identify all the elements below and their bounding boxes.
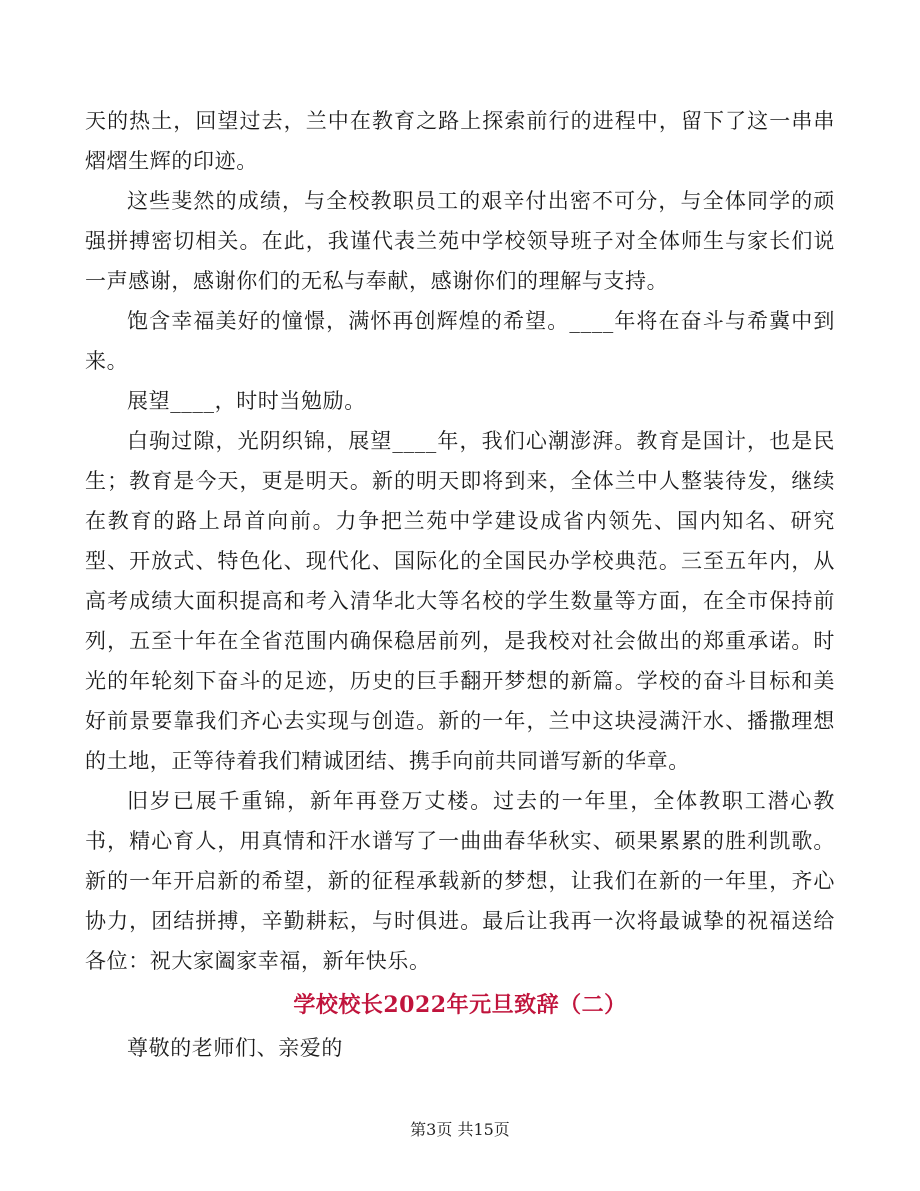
paragraph-2: 这些斐然的成绩，与全校教职员工的艰辛付出密不可分，与全体同学的顽强拼搏密切相关。在此，我谨代表兰苑中学校领导班子对全体师生与家长们说一声感谢，感谢你们的无私与奉献，感谢你们的理解与支持。 xyxy=(85,189,835,293)
page-number-footer: 第3页 共15页 xyxy=(410,1120,510,1139)
paragraph-1: 天的热土，回望过去，兰中在教育之路上探索前行的进程中，留下了这一串串熠熠生辉的印迹。 xyxy=(85,109,835,173)
paragraph-4: 展望____，时时当勉励。 xyxy=(127,389,366,413)
paragraph-6: 旧岁已展千重锦，新年再登万丈楼。过去的一年里，全体教职工潜心教书，精心育人，用真情和汗水谱写了一曲曲春华秋实、硕果累累的胜利凯歌。新的一年开启新的希望，新的征程承载新的梦想，让我们在新的一年里，齐心协力，团结拼搏，辛勤耕耘，与时俱进。最后让我再一次将最诚挚的祝福送给各位：祝大家阖家幸福，新年快乐。 xyxy=(85,789,835,973)
paragraph-3: 饱含幸福美好的憧憬，满怀再创辉煌的希望。____年将在奋斗与希冀中到来。 xyxy=(85,309,835,373)
paragraph-5: 白驹过隙，光阴织锦，展望____年，我们心潮澎湃。教育是国计，也是民生；教育是今天，更是明天。新的明天即将到来，全体兰中人整装待发，继续在教育的路上昂首向前。力争把兰苑中学建设成省内领先、国内知名、研究型、开放式、特色化、现代化、国际化的全国民办学校典范。三至五年内，从高考成绩大面积提高和考入清华北大等名校的学生数量等方面，在全市保持前列，五至十年在全省范围内确保稳居前列，是我校对社会做出的郑重承诺。时光的年轮刻下奋斗的足迹，历史的巨手翻开梦想的新篇。学校的奋斗目标和美好前景要靠我们齐心去实现与创造。新的一年，兰中这块浸满汗水、播撒理想的土地，正等待着我们精诚团结、携手向前共同谱写新的华章。 xyxy=(85,429,835,773)
document-body xyxy=(85,101,835,1068)
section-title: 学校校长2022年元旦致辞（二） xyxy=(293,992,627,1018)
closing-paragraph: 尊敬的老师们、亲爱的 xyxy=(127,1036,343,1060)
